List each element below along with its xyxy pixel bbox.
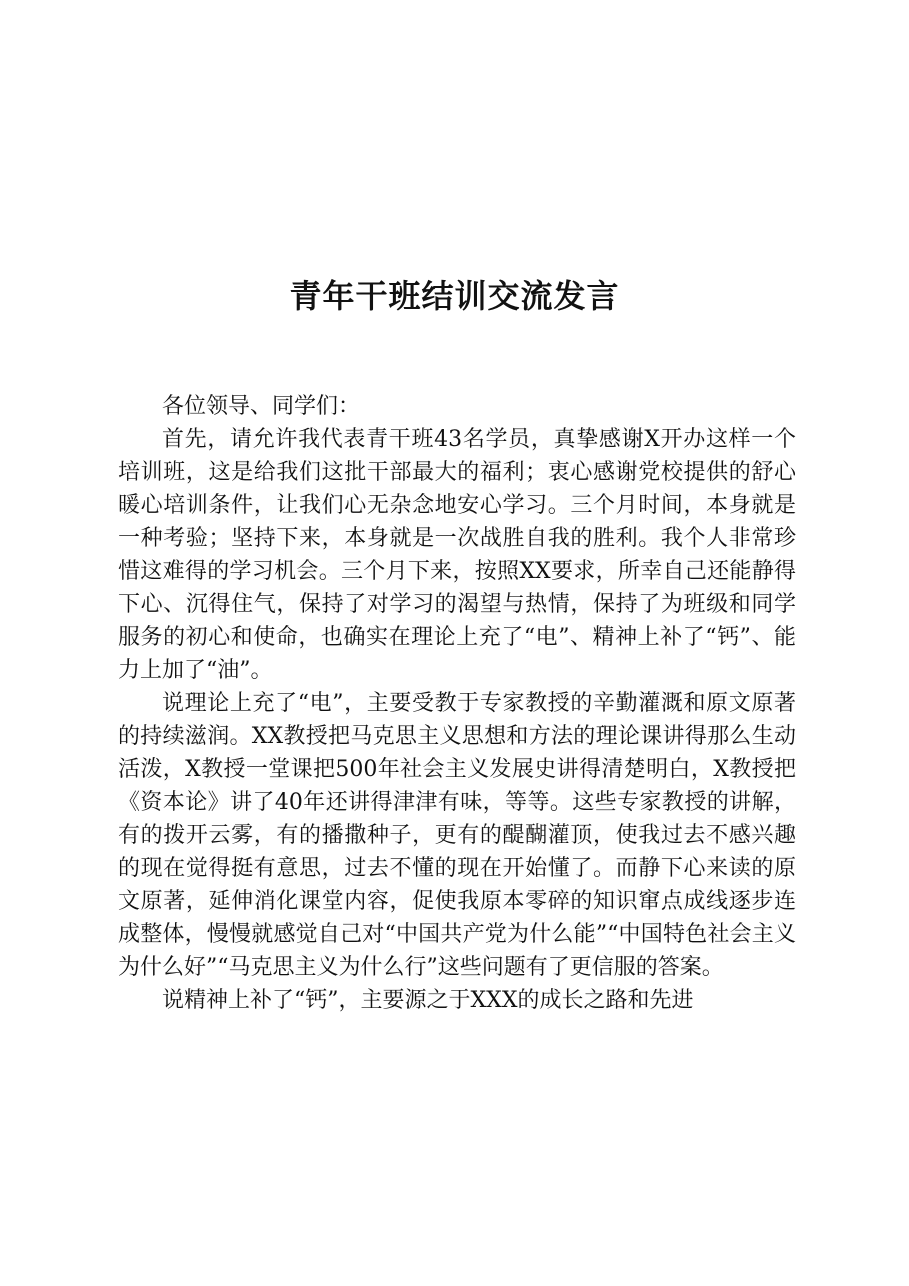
paragraph-1: 首先，请允许我代表青干班43名学员，真挚感谢X开办这样一个培训班，这是给我们这批干部最大的福利；衷心感谢党校提供的舒心暖心培训条件，让我们心无杂念地安心学习。三个月时间，本身就是一种考验；坚持下来，本身就是一次战胜自我的胜利。我个人非常珍惜这难得的学习机会。三个月下来，按照XX要求，所幸自己还能静得下心、沉得住气，保持了对学习的渴望与热情，保持了为班级和同学服务的初心和使命，也确实在理论上充了“电”、精神上补了“钙”、能力上加了“油”。 bbox=[118, 427, 796, 683]
paragraph-3: 说精神上补了“钙”，主要源之于XXX的成长之路和先进 bbox=[162, 988, 694, 1013]
document-title: 青年干班结训交流发言 bbox=[289, 277, 620, 315]
paragraph-2: 说理论上充了“电”，主要受教于专家教授的辛勤灌溉和原文原著的持续滋润。XX教授把马克思主义思想和方法的理论课讲得那么生动活泼，X教授一堂课把500年社会主义发展史讲得清楚明白，X教授把《资本论》讲了40年还讲得津津有味，等等。这些专家教授的讲解，有的拨开云雾，有的播撒种子，更有的醍醐灌顶，使我过去不感兴趣的现在觉得挺有意思，过去不懂的现在开始懂了。而静下心来读的原文原著，延伸消化课堂内容，促使我原本零碎的知识窜点成线逐步连成整体，慢慢就感觉自己对“中国共产党为什么能”“中国特色社会主义为什么好”“马克思主义为什么行”这些问题有了更信服的答案。 bbox=[118, 691, 796, 980]
document-body bbox=[118, 390, 796, 1017]
salutation: 各位领导、同学们： bbox=[162, 394, 361, 419]
